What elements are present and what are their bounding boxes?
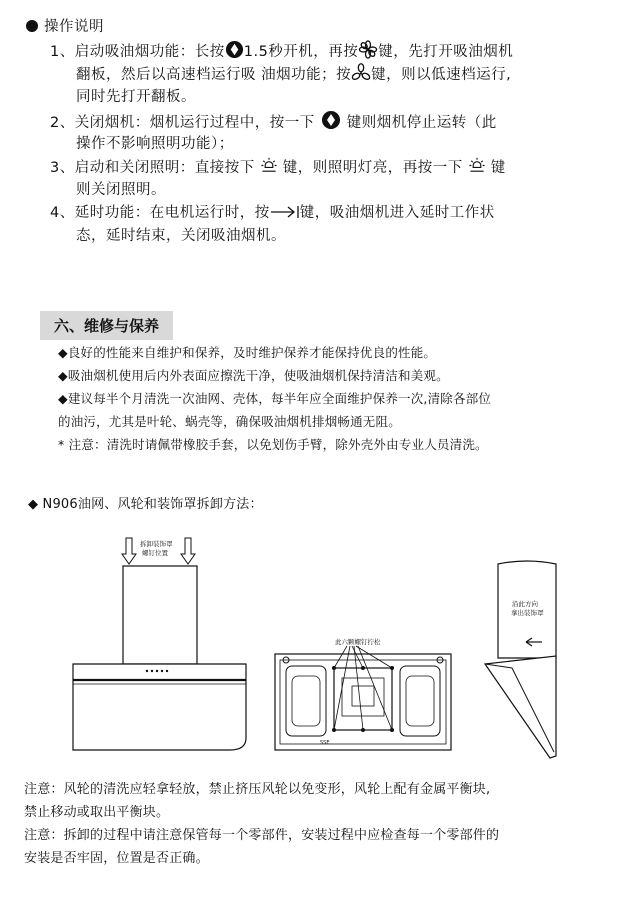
label-direction-2: 拿出装饰罩	[511, 609, 544, 617]
hood-panel	[485, 656, 556, 758]
note-2-line-2: 安装是否牢固，位置是否正确。	[24, 851, 209, 866]
instruction-item-3-line-2: 则关闭照明。	[76, 182, 166, 198]
delay-timer-icon	[270, 204, 300, 220]
label-direction-1: 沿此方向	[512, 600, 538, 608]
svg-text:SSE: SSE	[320, 740, 330, 746]
light-icon	[467, 156, 487, 175]
instruction-item-1-line-1: 1、启动吸油烟功能：长按 1.5秒开机，再按 键，先打开吸油烟机	[50, 40, 513, 64]
instruction-item-2-line-1: 2、关闭烟机：烟机运行过程中，按一下 键则烟机停止运转（此	[50, 110, 497, 135]
maintenance-paragraph-1: ◆良好的性能来自维护和保养，及时维护保养才能保持优良的性能。	[58, 345, 437, 360]
maintenance-title: 六、维修与保养	[40, 311, 173, 340]
instruction-item-1-line-2: 翻板，然后以高速档运行吸 油烟功能；按 键，则以低速档运行,	[76, 63, 511, 87]
note-2-line-1: 注意：拆卸的过程中请注意保管每一个零部件，安装过程中应检查每一个零部件的	[24, 828, 500, 843]
note-1-line-1: 注意：风轮的清洗应轻拿轻放，禁止挤压风轮以免变形，风轮上配有金属平衡块,	[24, 782, 491, 797]
bullet-dot-icon	[26, 20, 38, 32]
maintenance-paragraph-4: * 注意：清洗时请佩带橡胶手套，以免划伤手臂，除外壳外由专业人员清洗。	[58, 437, 488, 452]
label-screw-position-2: 螺钉位置	[142, 549, 168, 557]
hood-body	[73, 664, 246, 750]
light-icon	[259, 156, 279, 175]
instruction-item-2-line-2: 操作不影响照明功能）；	[76, 136, 234, 152]
maintenance-paragraph-2: ◆吸油烟机使用后内外表面应擦洗干净，使吸油烟机保持清洁和美观。	[58, 368, 449, 383]
maintenance-paragraph-3a: ◆建议每半个月清洗一次油网、壳体，每半年应全面维护保养一次,清除各部位	[58, 391, 492, 406]
chimney-cover	[123, 566, 197, 664]
disassembly-title: ◆ N906油网、风轮和装饰罩拆卸方法：	[28, 497, 263, 512]
hood-side-view-figure	[482, 560, 582, 760]
instruction-item-4-line-1: 4、延时功能：在电机运行时，按 键，吸油烟机进入延时工作状	[50, 205, 495, 221]
note-1-line-2: 禁止移动或取出平衡块。	[24, 805, 170, 820]
label-screw-position-1: 拆卸装饰罩	[140, 540, 173, 548]
hood-bottom-view-figure	[272, 632, 454, 756]
instruction-item-3-line-1: 3、启动和关闭照明：直接按下 键，则照明灯亮，再按一下 键	[50, 156, 506, 180]
instruction-item-1-line-3: 同时先打开翻板。	[76, 89, 196, 105]
power-button-icon	[321, 110, 341, 130]
maintenance-paragraph-3b: 的油污，尤其是叶轮、蜗壳等，确保吸油烟机排烟畅通无阻。	[58, 414, 401, 429]
instruction-item-4-line-2: 态，延时结束，关闭吸油烟机。	[76, 228, 286, 244]
low-speed-fan-icon	[351, 63, 371, 82]
label-loosen-six-screws: 此六颗螺钉拧松	[335, 638, 381, 646]
instructions-heading: 操作说明	[26, 16, 104, 39]
high-speed-fan-icon	[358, 40, 378, 59]
hood-front-view-figure	[70, 530, 250, 755]
power-button-icon	[225, 40, 244, 59]
